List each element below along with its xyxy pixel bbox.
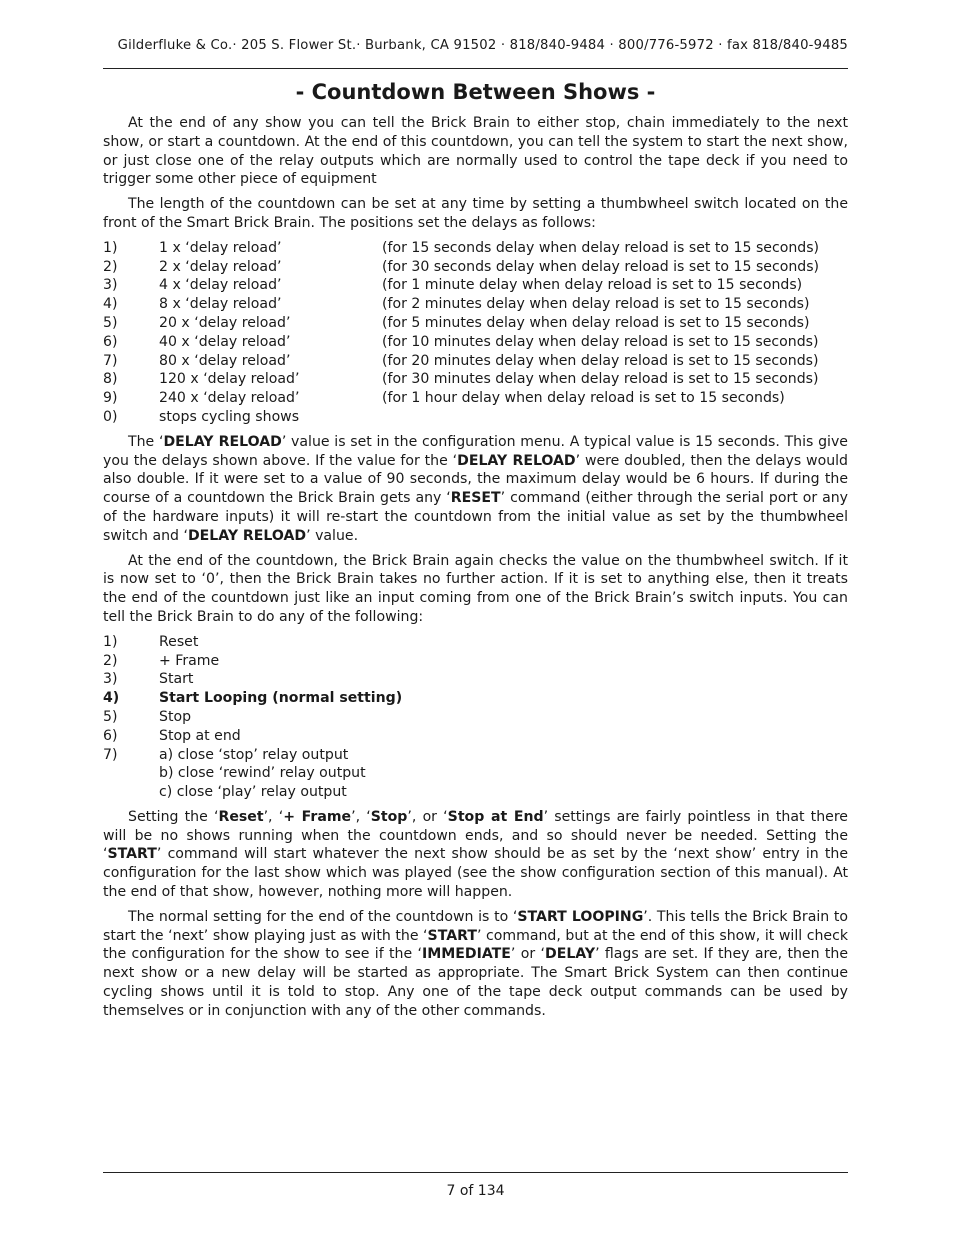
- delay-label: 80 x ‘delay reload’: [159, 352, 291, 369]
- delay-list-item: [103, 389, 848, 408]
- delay-number: 5): [103, 314, 118, 331]
- option-label: + Frame: [159, 652, 220, 669]
- option-number: 4): [103, 690, 120, 707]
- option-number: [103, 764, 159, 783]
- delay-description: (for 5 minutes delay when delay reload is set to 15 seconds): [382, 314, 810, 331]
- delay-label: 240 x ‘delay reload’: [159, 390, 300, 407]
- delay-list-item: [103, 295, 848, 314]
- delay-list: [103, 239, 848, 427]
- paragraph-thumbwheel: The length of the countdown can be set at any time by setting a thumbwheel switch located on the front of the Smart Brick Brain. The positions set the delays as follows:: [103, 196, 848, 231]
- paragraph-delay-reload: The ‘DELAY RELOAD’ value is set in the configuration menu. A typical value is 15 seconds. This give you the delays shown above. If the value for the ‘DELAY RELOAD’ were doubled, then the delays would also double. If it were set to a value of 90 seconds, the maximum delay would be 6 hours. If during the course of a countdown the Brick Brain gets any ‘RESET’ command (either through the serial port or any of the hardware inputs) it will re-start the countdown from the initial value as set by the thumbwheel switch and ‘DELAY RELOAD’ value.: [103, 433, 848, 544]
- delay-number: 2): [103, 258, 118, 275]
- option-list-item: [103, 746, 848, 765]
- option-number: 3): [103, 671, 118, 688]
- delay-label: 8 x ‘delay reload’: [159, 296, 282, 313]
- page-body: [103, 114, 848, 1027]
- delay-description: (for 20 minutes delay when delay reload is set to 15 seconds): [382, 352, 819, 369]
- delay-description: (for 2 minutes delay when delay reload is set to 15 seconds): [382, 296, 810, 313]
- delay-list-item: [103, 352, 848, 371]
- delay-number: 6): [103, 333, 118, 350]
- delay-label: 2 x ‘delay reload’: [159, 258, 282, 275]
- option-label: Start: [159, 671, 194, 688]
- option-number: 7): [103, 746, 118, 763]
- delay-list-item: [103, 408, 848, 427]
- option-list-item: [103, 727, 848, 746]
- option-label: b) close ‘rewind’ relay output: [159, 765, 366, 782]
- option-list-item: [103, 633, 848, 652]
- delay-number: 0): [103, 408, 118, 425]
- delay-number: 3): [103, 277, 118, 294]
- delay-number: 1): [103, 239, 118, 256]
- delay-list-item: [103, 314, 848, 333]
- delay-label: 4 x ‘delay reload’: [159, 277, 282, 294]
- page-title: - Countdown Between Shows -: [295, 80, 656, 104]
- option-number: 2): [103, 652, 118, 669]
- option-list-item: [103, 764, 848, 783]
- option-label: c) close ‘play’ relay output: [159, 784, 347, 801]
- delay-description: (for 30 minutes delay when delay reload is set to 15 seconds): [382, 371, 819, 388]
- delay-number: 7): [103, 352, 118, 369]
- footer-rule: [103, 1172, 848, 1173]
- option-list-item: [103, 689, 848, 708]
- option-number: 1): [103, 633, 118, 650]
- paragraph-intro: At the end of any show you can tell the Brick Brain to either stop, chain immediately to the next show, or start a countdown. At the end of this countdown, you can tell the system to start the next show, or just close one of the relay outputs which are normally used to control the tape deck if you need to trigger some other piece of equipment: [103, 115, 848, 188]
- option-list-item: [103, 670, 848, 689]
- delay-description: (for 30 seconds delay when delay reload is set to 15 seconds): [382, 258, 820, 275]
- delay-description: (for 1 minute delay when delay reload is set to 15 seconds): [382, 277, 803, 294]
- option-list-item: [103, 652, 848, 671]
- delay-label: stops cycling shows: [159, 408, 300, 425]
- option-number: [103, 783, 159, 802]
- delay-label: 1 x ‘delay reload’: [159, 239, 282, 256]
- option-label: Stop: [159, 708, 192, 725]
- option-list: [103, 633, 848, 802]
- paragraph-end-countdown: At the end of the countdown, the Brick Brain again checks the value on the thumbwheel switch. If it is now set to ‘0’, then the Brick Brain takes no further action. If it is set to anything else, then it treats the end of the countdown just like an input coming from one of the Brick Brain’s switch inputs. You can tell the Brick Brain to do any of the following:: [103, 552, 848, 625]
- delay-number: 4): [103, 296, 118, 313]
- delay-list-item: [103, 276, 848, 295]
- delay-label: 40 x ‘delay reload’: [159, 333, 291, 350]
- delay-description: (for 15 seconds delay when delay reload is set to 15 seconds): [382, 239, 820, 256]
- header-rule: [103, 68, 848, 69]
- option-list-item: [103, 783, 848, 802]
- option-label: Reset: [159, 633, 199, 650]
- delay-description: (for 10 minutes delay when delay reload is set to 15 seconds): [382, 333, 819, 350]
- delay-list-item: [103, 258, 848, 277]
- delay-description: (for 1 hour delay when delay reload is set to 15 seconds): [382, 390, 785, 407]
- option-number: 6): [103, 727, 118, 744]
- option-label: a) close ‘stop’ relay output: [159, 746, 349, 763]
- delay-label: 120 x ‘delay reload’: [159, 371, 300, 388]
- option-label: Start Looping (normal setting): [159, 690, 403, 707]
- delay-label: 20 x ‘delay reload’: [159, 314, 291, 331]
- option-label: Stop at end: [159, 727, 241, 744]
- delay-number: 9): [103, 390, 118, 407]
- option-number: 5): [103, 708, 118, 725]
- paragraph-settings: Setting the ‘Reset’, ‘+ Frame’, ‘Stop’, or ‘Stop at End’ settings are fairly pointless in that there will be no shows running when the countdown ends, and so should never be needed. Setting the ‘START’ command will start whatever the next show should be as set by the ‘next show’ entry in the configuration for the last show which was played (see the show configuration section of this manual). At the end of that show, however, nothing more will happen.: [103, 808, 848, 901]
- page-number: 7 of 134: [446, 1183, 505, 1199]
- delay-number: 8): [103, 371, 118, 388]
- delay-list-item: [103, 370, 848, 389]
- paragraph-normal-setting: The normal setting for the end of the countdown is to ‘START LOOPING’. This tells the Brick Brain to start the ‘next’ show playing just as with the ‘START’ command, but at the end of this show, it will check the configuration for the show to see if the ‘IMMEDIATE’ or ‘DELAY’ flags are set. If they are, then the next show or a new delay will be started as appropriate. The Smart Brick System can then continue cycling shows until it is told to stop. Any one of the tape deck output commands can be used by themselves or in conjunction with any of the other commands.: [103, 908, 849, 1019]
- option-list-item: [103, 708, 848, 727]
- delay-list-item: [103, 239, 848, 258]
- delay-list-item: [103, 333, 848, 352]
- page-header: Gilderfluke & Co.· 205 S. Flower St.· Burbank, CA 91502 · 818/840-9484 · 800/776-5972 · fax 818/840-9485: [117, 38, 848, 53]
